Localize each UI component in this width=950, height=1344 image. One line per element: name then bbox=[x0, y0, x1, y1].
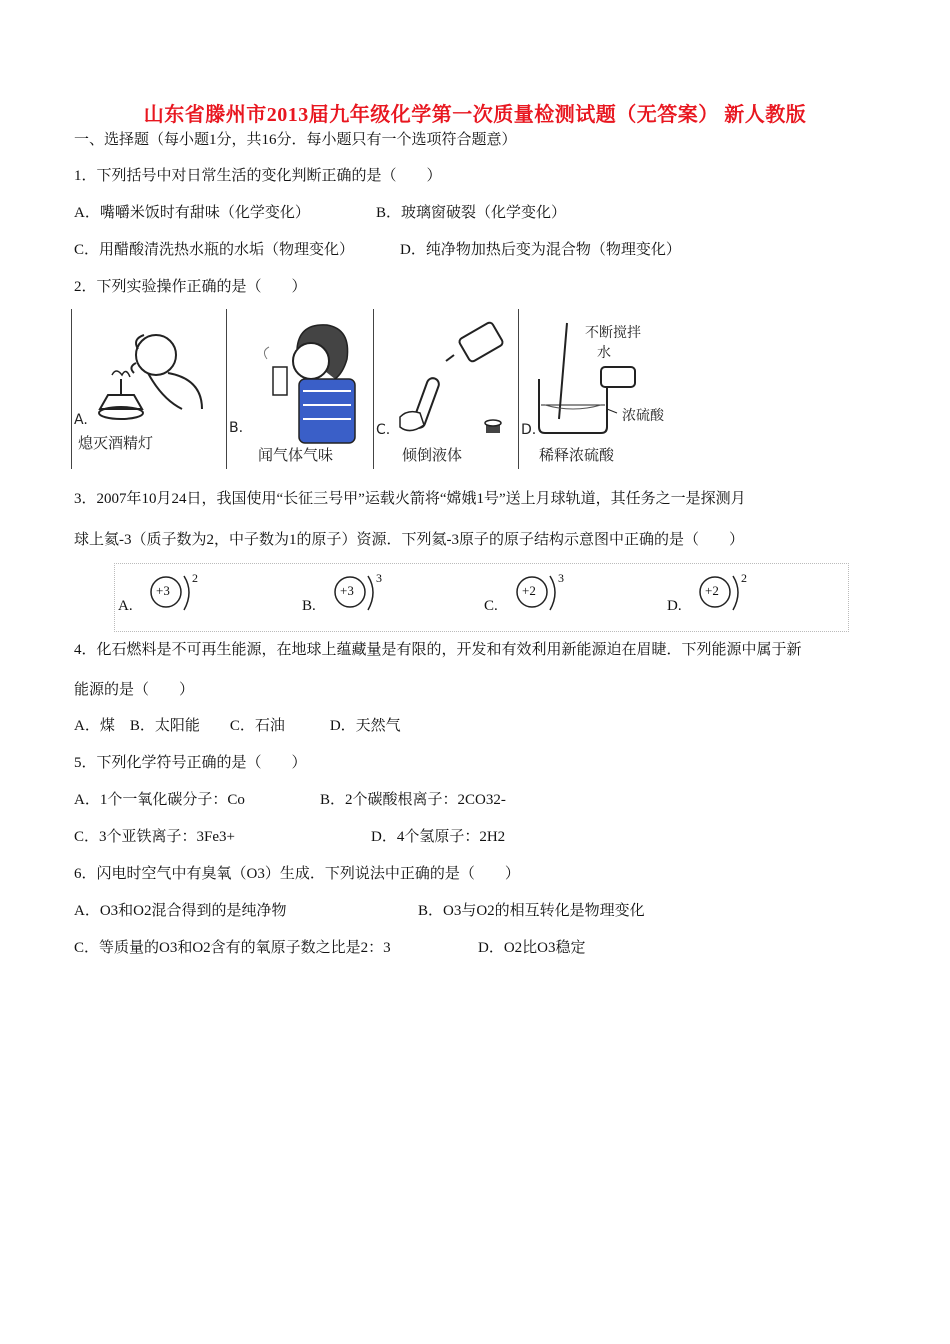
figure-d-note-water: 水 bbox=[597, 345, 611, 361]
figure-d-note-stir: 不断搅拌 bbox=[585, 325, 641, 341]
atom-d-svg bbox=[697, 572, 743, 614]
q4-stem-line1: 4．化石燃料是不可再生能源，在地球上蕴藏量是有限的，开发和有效利用新能源迫在眉睫．下列能源中属于新 bbox=[74, 642, 802, 658]
q1-stem: 1．下列括号中对日常生活的变化判断正确的是（ ） bbox=[74, 168, 442, 184]
q5-option-b: B．2个碳酸根离子：2CO32- bbox=[320, 792, 506, 808]
q1-option-b: B．玻璃窗破裂（化学变化） bbox=[376, 205, 567, 221]
q3-option-d-label: D. bbox=[667, 598, 682, 614]
q2-stem: 2．下列实验操作正确的是（ ） bbox=[74, 279, 307, 295]
q4-options: A．煤 B．太阳能 C．石油 D．天然气 bbox=[74, 718, 401, 734]
figure-c-caption: 倾倒液体 bbox=[402, 446, 463, 464]
document-title: 山东省滕州市2013届九年级化学第一次质量检测试题（无答案） 新人教版 bbox=[143, 104, 807, 126]
q6-option-a: A．O3和O2混合得到的是纯净物 bbox=[74, 903, 287, 919]
atom-b-nucleus: +3 bbox=[340, 583, 354, 598]
q5-option-a: A．1个一氧化碳分子：Co bbox=[74, 792, 245, 808]
section-heading: 一、选择题（每小题1分，共16分．每小题只有一个选项符合题意） bbox=[74, 132, 517, 148]
q1-option-c: C．用醋酸清洗热水瓶的水垢（物理变化） bbox=[74, 242, 355, 258]
figure-d-label: D. bbox=[521, 422, 537, 438]
atom-a-nucleus: +3 bbox=[156, 583, 170, 598]
atom-b-shell: 3 bbox=[376, 571, 382, 585]
figure-a-caption: 熄灭酒精灯 bbox=[78, 434, 154, 452]
q5-stem: 5．下列化学符号正确的是（ ） bbox=[74, 755, 307, 771]
atom-d-nucleus: +2 bbox=[705, 583, 719, 598]
atom-d-shell: 2 bbox=[741, 571, 747, 585]
q1-option-d: D．纯净物加热后变为混合物（物理变化） bbox=[400, 242, 681, 258]
q5-option-d: D．4个氢原子：2H2 bbox=[371, 829, 506, 845]
q4-stem-line2: 能源的是（ ） bbox=[74, 682, 195, 698]
q3-stem-line2: 球上氦-3（质子数为2，中子数为1的原子）资源．下列氦-3原子的原子结构示意图中正确的是（ ） bbox=[74, 532, 744, 548]
q3-option-a-label: A. bbox=[118, 598, 133, 614]
atom-a-shell: 2 bbox=[192, 571, 198, 585]
figure-d-caption: 稀释浓硫酸 bbox=[539, 446, 615, 464]
q3-option-b-label: B. bbox=[302, 598, 316, 614]
q6-option-d: D．O2比O3稳定 bbox=[478, 940, 586, 956]
q3-option-c-label: C. bbox=[484, 598, 498, 614]
figure-b-label: B. bbox=[229, 420, 244, 436]
q6-option-b: B．O3与O2的相互转化是物理变化 bbox=[418, 903, 645, 919]
q3-stem-line1: 3．2007年10月24日，我国使用“长征三号甲”运载火箭将“嫦娥1号”送上月球轨道，其任务之一是探测月 bbox=[74, 491, 746, 507]
atom-a-svg bbox=[148, 572, 194, 614]
q6-option-c: C．等质量的O3和O2含有的氧原子数之比是2：3 bbox=[74, 940, 391, 956]
figure-a-label: A. bbox=[74, 412, 88, 428]
figure-d-note-acid: 浓硫酸 bbox=[622, 408, 664, 424]
q5-option-c: C．3个亚铁离子：3Fe3+ bbox=[74, 829, 235, 845]
atom-c-svg bbox=[514, 572, 560, 614]
q1-option-a: A．嘴嚼米饭时有甜味（化学变化） bbox=[74, 205, 310, 221]
atom-c-shell: 3 bbox=[558, 571, 564, 585]
figure-b-caption: 闻气体气味 bbox=[258, 446, 334, 464]
atom-b-svg bbox=[332, 572, 378, 614]
atom-c-nucleus: +2 bbox=[522, 583, 536, 598]
figure-c-label: C. bbox=[376, 422, 391, 438]
q6-stem: 6．闪电时空气中有臭氧（O3）生成．下列说法中正确的是（ ） bbox=[74, 866, 520, 882]
